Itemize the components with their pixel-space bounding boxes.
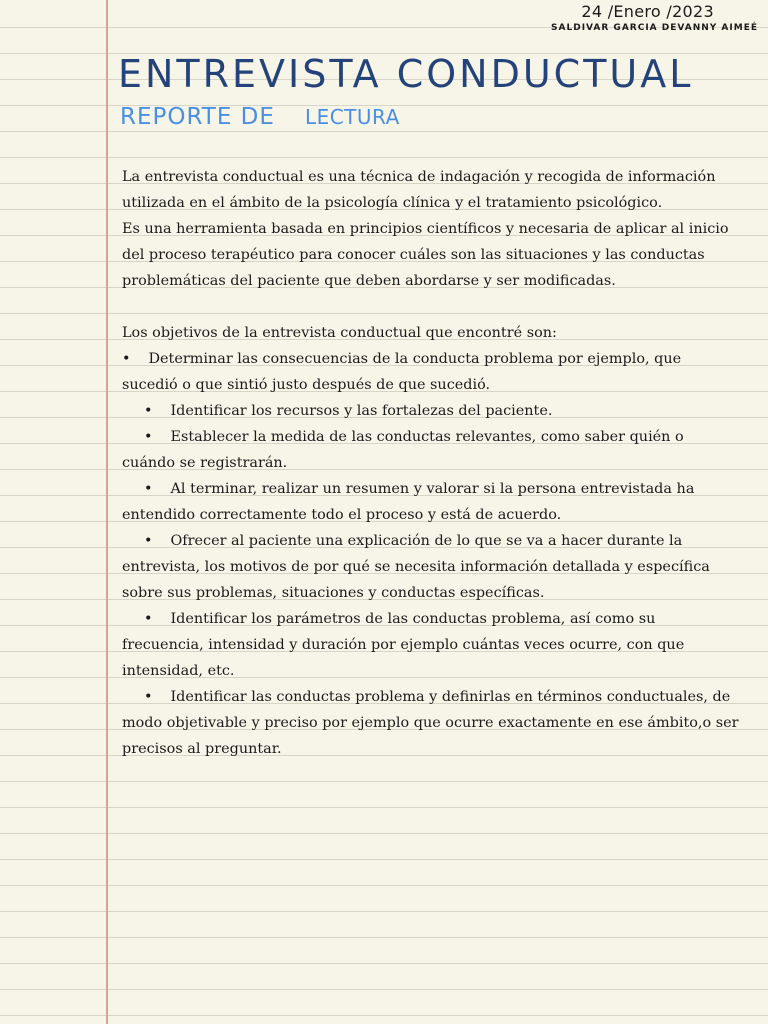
bullet-icon: • xyxy=(144,403,153,419)
objective-item xyxy=(122,606,740,684)
margin-line xyxy=(106,0,108,1024)
blank-line xyxy=(122,294,740,320)
document-body xyxy=(122,164,740,762)
subtitle-part2: LECTURA xyxy=(304,105,400,129)
objective-text: Establecer la medida de las conductas relevantes, como saber quién o cuándo se registrarán. xyxy=(122,429,684,471)
bullet-icon: • xyxy=(144,689,153,705)
objective-item xyxy=(122,346,740,398)
subtitle-part1: REPORTE DE xyxy=(120,104,275,130)
intro-paragraph-2: Es una herramienta basada en principios científicos y necesaria de aplicar al inicio del proceso terapéutico para conocer cuáles son las situaciones y las conductas problemáticas del paciente que deben abordarse y ser modificadas. xyxy=(122,221,729,289)
objectives-heading: Los objetivos de la entrevista conductual que encontré son: xyxy=(122,325,557,341)
objective-text: Identificar las conductas problema y definirlas en términos conductuales, de modo objetivable y preciso por ejemplo que ocurre exactamente en ese ámbito,o ser precisos al preguntar. xyxy=(122,689,739,757)
objective-item xyxy=(122,424,740,476)
bullet-icon: • xyxy=(122,351,131,367)
author-name: SALDIVAR GARCIA DEVANNY AIMEÉ xyxy=(551,23,758,33)
objective-text: Al terminar, realizar un resumen y valorar si la persona entrevistada ha entendido correctamente todo el proceso y está de acuerdo. xyxy=(122,481,695,523)
objective-text: Identificar los parámetros de las conductas problema, así como su frecuencia, intensidad y duración por ejemplo cuántas veces ocurre, con que intensidad, etc. xyxy=(122,611,685,679)
objective-item xyxy=(122,476,740,528)
date-text: 24 /Enero /2023 xyxy=(581,2,714,21)
objective-item xyxy=(122,398,740,424)
bullet-icon: • xyxy=(144,533,153,549)
objective-text: Determinar las consecuencias de la conducta problema por ejemplo, que sucedió o que sintió justo después de que sucedió. xyxy=(122,351,682,393)
objective-text: Identificar los recursos y las fortalezas del paciente. xyxy=(170,403,553,419)
bullet-icon: • xyxy=(144,429,153,445)
objective-item xyxy=(122,684,740,762)
objective-item xyxy=(122,528,740,606)
objective-text: Ofrecer al paciente una explicación de lo que se va a hacer durante la entrevista, los motivos de por qué se necesita información detallada y específica sobre sus problemas, situaciones y conductas específicas. xyxy=(122,533,710,601)
intro-paragraph-1: La entrevista conductual es una técnica de indagación y recogida de información utilizada en el ámbito de la psicología clínica y el tratamiento psicológico. xyxy=(122,169,716,211)
page-title: ENTREVISTA CONDUCTUAL xyxy=(118,52,694,96)
bullet-icon: • xyxy=(144,481,153,497)
page-subtitle xyxy=(120,104,400,130)
bullet-icon: • xyxy=(144,611,153,627)
